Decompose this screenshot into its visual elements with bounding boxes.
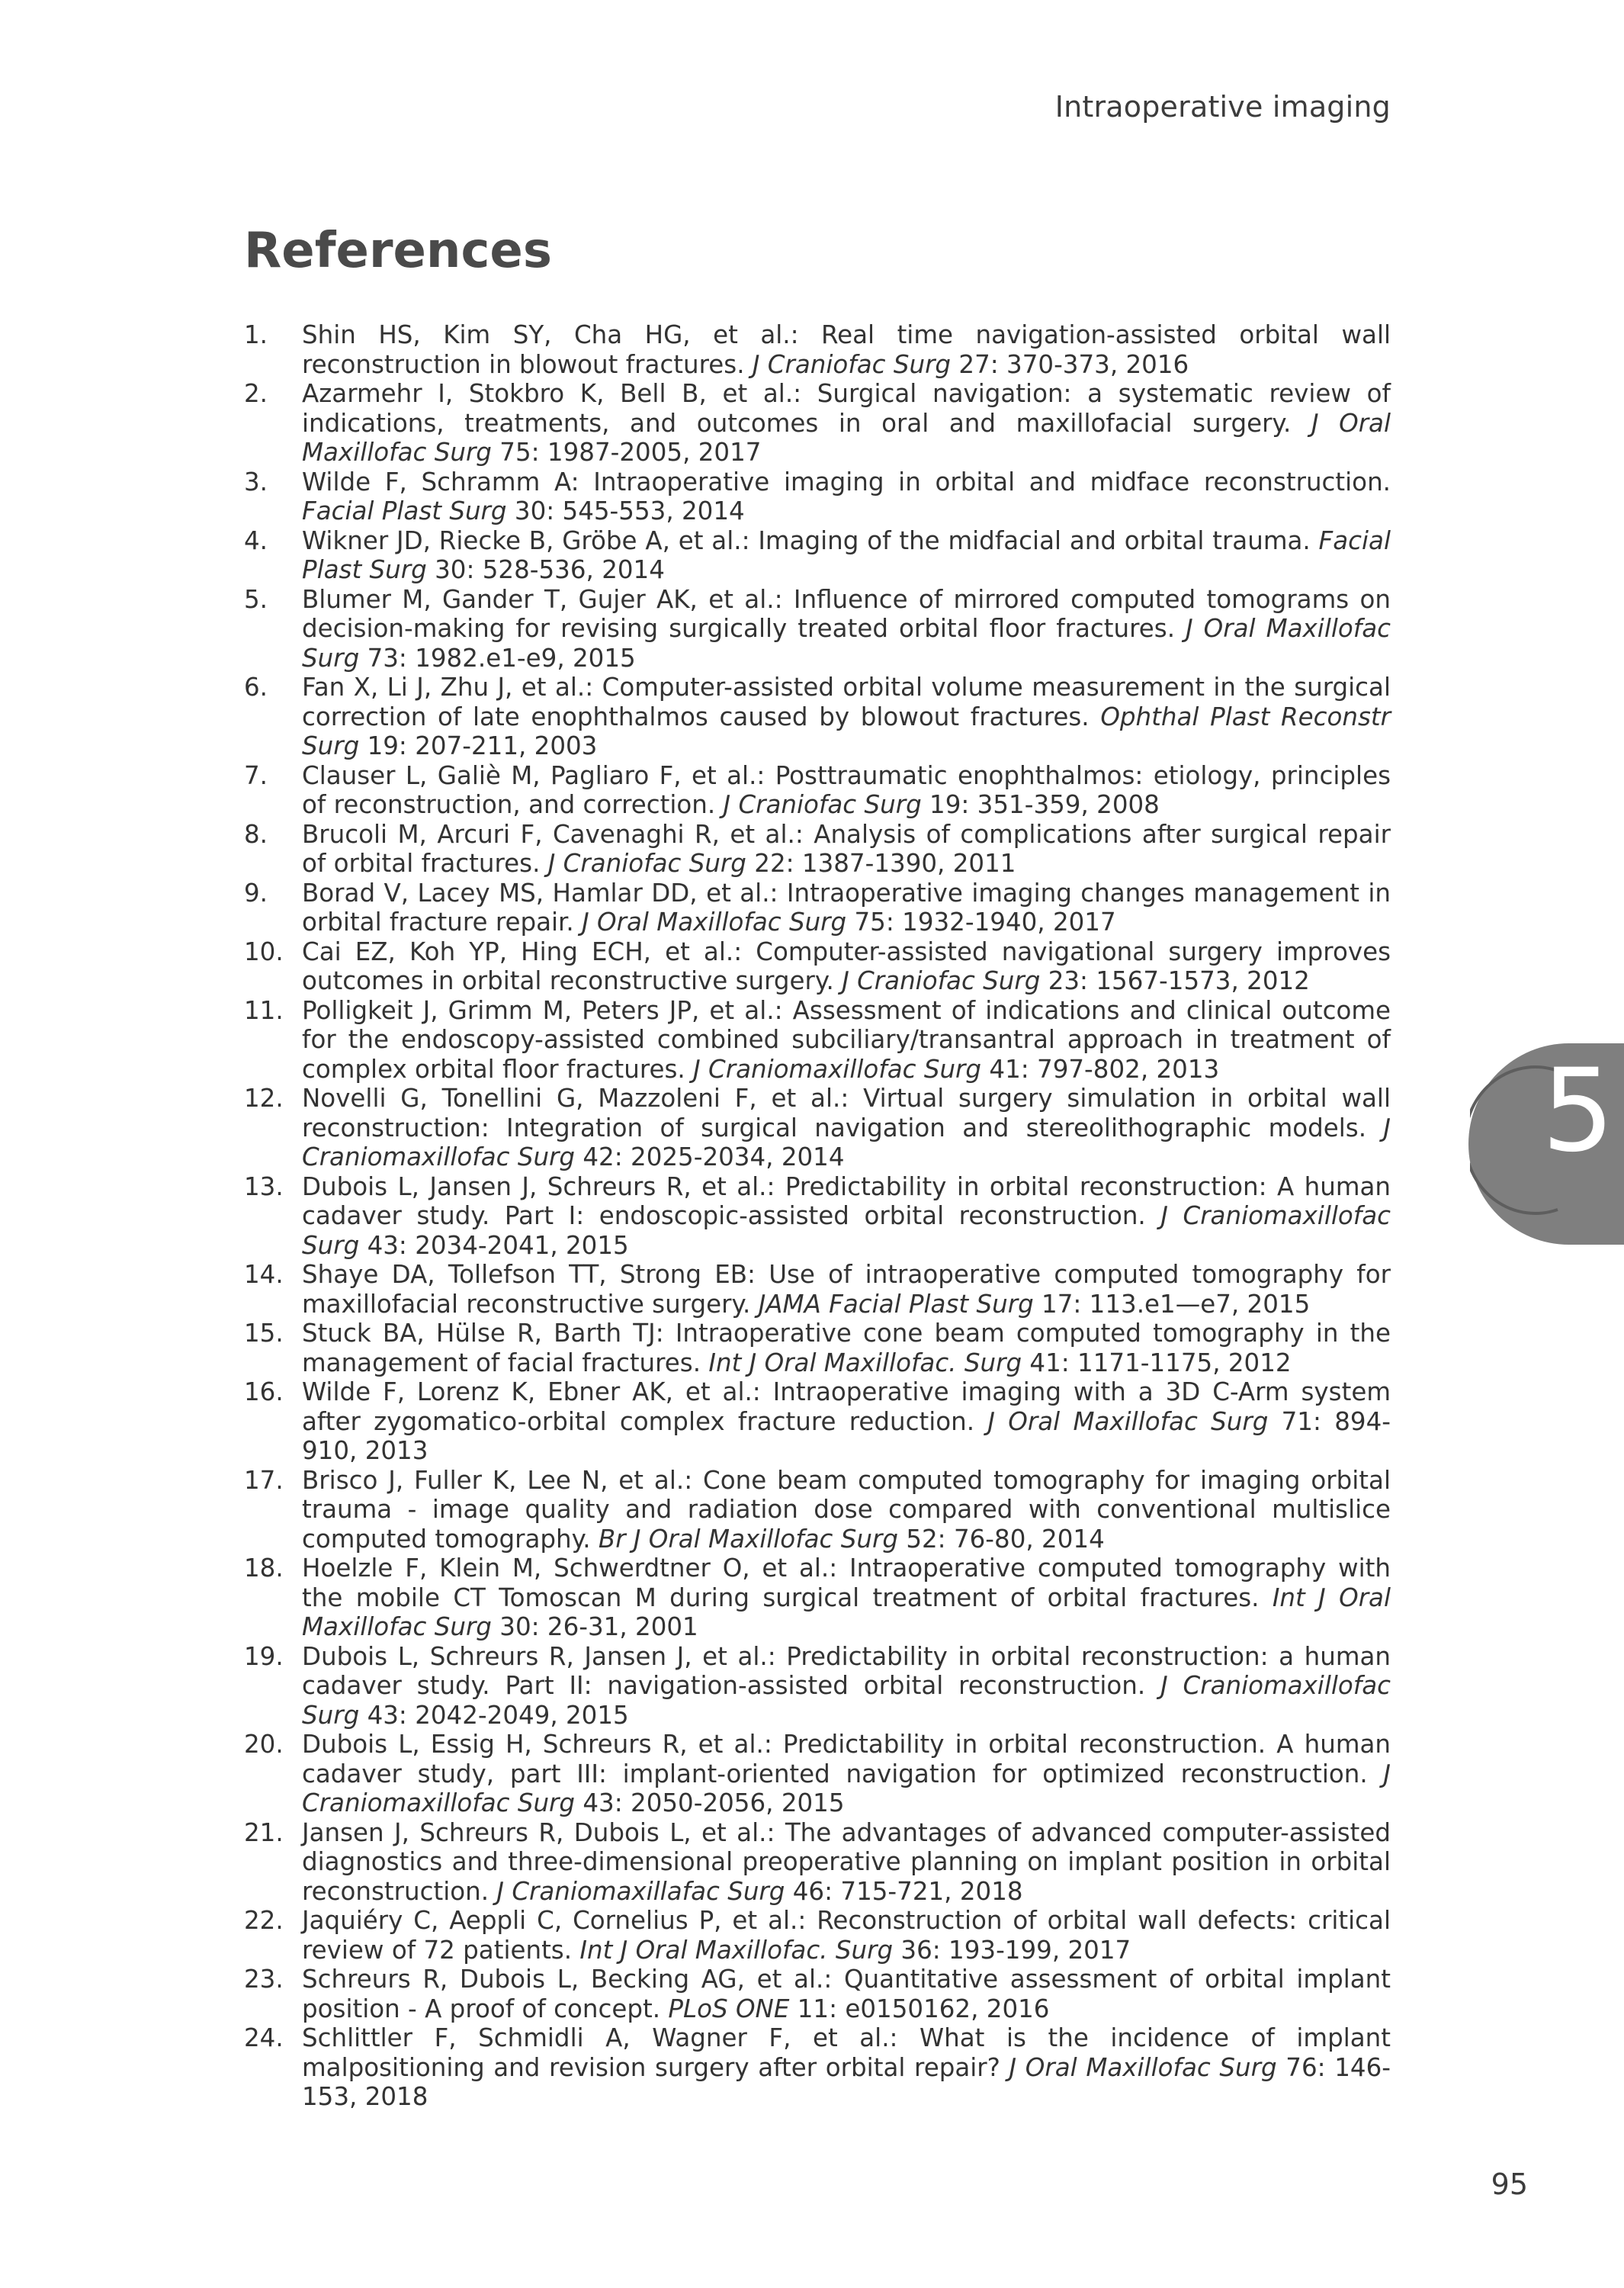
reference-number: 5. [244, 584, 268, 614]
reference-number: 14. [244, 1260, 284, 1289]
reference-authors-title: Dubois L, Essig H, Schreurs R, et al.: Predictability in orbital reconstruction. A human cadaver study, part III: implant-oriented navigation for optimized reconstruction. [302, 1730, 1391, 1788]
reference-item [244, 585, 1391, 673]
reference-citation: 19: 351-359, 2008 [921, 790, 1160, 819]
reference-citation: 76: 146-153, 2018 [302, 2052, 1391, 2111]
reference-journal: Br J Oral Maxillofac Surg [598, 1524, 898, 1554]
reference-number: 13. [244, 1171, 284, 1201]
reference-number: 4. [244, 525, 268, 555]
reference-authors-title: Shaye DA, Tollefson TT, Strong EB: Use of intraoperative computed tomography for maxillofacial reconstructive surgery. [302, 1260, 1391, 1319]
reference-journal: Facial Plast Surg [302, 496, 507, 525]
reference-item [244, 1818, 1391, 1907]
reference-citation: 41: 1171-1175, 2012 [1022, 1348, 1292, 1377]
reference-journal: J Craniofac Surg [547, 849, 746, 878]
reference-authors-title: Clauser L, Galiè M, Pagliaro F, et al.: Posttraumatic enophthalmos: etiology, principles of reconstruction, and correction. [302, 760, 1391, 819]
reference-list [244, 320, 1391, 2112]
reference-number: 18. [244, 1554, 284, 1583]
reference-authors-title: Shin HS, Kim SY, Cha HG, et al.: Real time navigation-assisted orbital wall reconstruction in blowout fractures. [302, 320, 1391, 379]
reference-journal: J Craniomaxillafac Surg [496, 1876, 785, 1906]
reference-authors-title: Stuck BA, Hülse R, Barth TJ: Intraoperative cone beam computed tomography in the management of facial fractures. [302, 1319, 1391, 1377]
reference-authors-title: Blumer M, Gander T, Gujer AK, et al.: Influence of mirrored computed tomograms on decision-making for revising surgically treated orbital floor fractures. [302, 584, 1391, 643]
reference-authors-title: Wilde F, Schramm A: Intraoperative imaging in orbital and midface reconstruction. [302, 467, 1391, 496]
reference-citation: 42: 2025-2034, 2014 [575, 1142, 845, 1171]
reference-authors-title: Dubois L, Schreurs R, Jansen J, et al.: Predictability in orbital reconstruction: a human cadaver study. Part II: navigation-assisted orbital reconstruction. [302, 1641, 1391, 1700]
reference-item [244, 468, 1391, 526]
reference-journal: J Oral Maxillofac Surg [987, 1406, 1269, 1436]
reference-citation: 43: 2042-2049, 2015 [359, 1700, 629, 1730]
reference-journal: PLoS ONE [668, 1994, 790, 2023]
reference-number: 16. [244, 1377, 284, 1406]
reference-item [244, 1554, 1391, 1642]
reference-citation: 17: 113.e1—e7, 2015 [1033, 1289, 1311, 1319]
reference-authors-title: Polligkeit J, Grimm M, Peters JP, et al.: Assessment of indications and clinical outcome for the endoscopy-assisted combined subciliary/transantral approach in treatment of complex orbital floor fractures. [302, 995, 1391, 1084]
reference-item [244, 761, 1391, 820]
section-title: References [244, 223, 552, 279]
reference-citation: 43: 2034-2041, 2015 [359, 1230, 629, 1260]
reference-number: 24. [244, 2023, 284, 2052]
page-number: 95 [1491, 2167, 1528, 2201]
running-header: Intraoperative imaging [1054, 90, 1391, 124]
reference-journal: Facial Plast Surg [302, 525, 1391, 584]
reference-number: 11. [244, 995, 284, 1025]
chapter-number: 5 [1542, 1045, 1615, 1178]
reference-citation: 73: 1982.e1-e9, 2015 [359, 643, 636, 673]
reference-item [244, 1642, 1391, 1730]
reference-authors-title: Novelli G, Tonellini G, Mazzoleni F, et al.: Virtual surgery simulation in orbital wall reconstruction: Integration of surgical navigation and stereolithographic models. [302, 1084, 1391, 1142]
reference-item [244, 1906, 1391, 1965]
reference-item [244, 879, 1391, 937]
reference-number: 3. [244, 467, 268, 496]
reference-number: 2. [244, 379, 268, 408]
reference-citation: 30: 26-31, 2001 [491, 1612, 698, 1641]
reference-citation: 75: 1932-1940, 2017 [846, 908, 1116, 937]
reference-item [244, 1084, 1391, 1172]
reference-journal: Int J Oral Maxillofac. Surg [708, 1348, 1022, 1377]
reference-item [244, 1172, 1391, 1261]
reference-citation: 52: 76-80, 2014 [897, 1524, 1105, 1554]
reference-authors-title: Jansen J, Schreurs R, Dubois L, et al.: The advantages of advanced computer-assisted diagnostics and three-dimensional preoperative planning on implant position in orbital reconstruction. [302, 1817, 1391, 1906]
reference-item [244, 2023, 1391, 2112]
reference-item [244, 996, 1391, 1085]
reference-number: 9. [244, 878, 268, 908]
reference-journal: Int J Oral Maxillofac. Surg [579, 1935, 894, 1965]
reference-authors-title: Schlittler F, Schmidli A, Wagner F, et al.: What is the incidence of implant malpositioning and revision surgery after orbital repair? [302, 2023, 1391, 2082]
reference-journal: Int J Oral Maxillofac Surg [302, 1583, 1391, 1641]
reference-number: 22. [244, 1906, 284, 1935]
reference-citation: 75: 1987-2005, 2017 [491, 438, 762, 467]
reference-citation: 43: 2050-2056, 2015 [575, 1788, 845, 1817]
reference-journal: J Oral Maxillofac Surg [302, 614, 1391, 673]
reference-journal: J Craniofac Surg [723, 790, 922, 819]
reference-authors-title: Brucoli M, Arcuri F, Cavenaghi R, et al.: Analysis of complications after surgical repair of orbital fractures. [302, 819, 1391, 878]
reference-journal: J Craniofac Surg [752, 349, 952, 379]
reference-citation: 30: 545-553, 2014 [506, 496, 745, 525]
reference-citation: 27: 370-373, 2016 [951, 349, 1189, 379]
reference-authors-title: Wikner JD, Riecke B, Gröbe A, et al.: Imaging of the midfacial and orbital trauma. [302, 525, 1319, 555]
reference-item [244, 1260, 1391, 1319]
reference-number: 20. [244, 1730, 284, 1759]
reference-authors-title: Schreurs R, Dubois L, Becking AG, et al.: Quantitative assessment of orbital implant position - A proof of concept. [302, 1965, 1391, 2023]
reference-authors-title: Cai EZ, Koh YP, Hing ECH, et al.: Computer-assisted navigational surgery improves outcomes in orbital reconstructive surgery. [302, 937, 1391, 995]
reference-journal: J Craniomaxillofac Surg [302, 1759, 1391, 1817]
reference-item [244, 1319, 1391, 1377]
reference-number: 7. [244, 760, 268, 790]
reference-item [244, 820, 1391, 879]
reference-journal: J Oral Maxillofac Surg [302, 408, 1391, 467]
reference-authors-title: Borad V, Lacey MS, Hamlar DD, et al.: Intraoperative imaging changes management in orbital fracture repair. [302, 878, 1391, 937]
reference-number: 21. [244, 1817, 284, 1847]
reference-authors-title: Fan X, Li J, Zhu J, et al.: Computer-assisted orbital volume measurement in the surgical correction of late enophthalmos caused by blowout fractures. [302, 673, 1391, 731]
reference-journal: J Oral Maxillofac Surg [582, 908, 847, 937]
reference-number: 1. [244, 320, 268, 349]
reference-item [244, 1466, 1391, 1554]
reference-citation: 23: 1567-1573, 2012 [1040, 966, 1310, 995]
reference-journal: Ophthal Plast Reconstr Surg [302, 702, 1391, 760]
reference-item [244, 526, 1391, 585]
reference-journal: JAMA Facial Plast Surg [758, 1289, 1034, 1319]
reference-citation: 36: 193-199, 2017 [893, 1935, 1131, 1965]
reference-journal: J Craniomaxillofac Surg [302, 1671, 1391, 1730]
reference-authors-title: Hoelzle F, Klein M, Schwerdtner O, et al.: Intraoperative computed tomography with the mobile CT Tomoscan M during surgical treatment of orbital fractures. [302, 1554, 1391, 1612]
reference-number: 23. [244, 1965, 284, 1994]
reference-authors-title: Dubois L, Jansen J, Schreurs R, et al.: Predictability in orbital reconstruction: A human cadaver study. Part I: endoscopic-assisted orbital reconstruction. [302, 1171, 1391, 1230]
reference-journal: J Craniofac Surg [842, 966, 1041, 995]
reference-item [244, 379, 1391, 468]
reference-journal: J Oral Maxillofac Surg [1009, 2052, 1277, 2082]
reference-number: 19. [244, 1641, 284, 1671]
reference-citation: 46: 715-721, 2018 [785, 1876, 1023, 1906]
reference-authors-title: Jaquiéry C, Aeppli C, Cornelius P, et al.: Reconstruction of orbital wall defects: critical review of 72 patients. [302, 1906, 1391, 1965]
reference-citation: 30: 528-536, 2014 [426, 555, 665, 584]
reference-citation: 22: 1387-1390, 2011 [746, 849, 1016, 878]
reference-authors-title: Azarmehr I, Stokbro K, Bell B, et al.: Surgical navigation: a systematic review of indications, treatments, and outcomes in oral and maxillofacial surgery. [302, 379, 1391, 438]
reference-number: 15. [244, 1319, 284, 1348]
reference-number: 10. [244, 937, 284, 966]
reference-number: 6. [244, 673, 268, 702]
reference-number: 17. [244, 1465, 284, 1495]
reference-item [244, 1730, 1391, 1818]
reference-journal: J Craniomaxillofac Surg [302, 1113, 1391, 1171]
reference-number: 12. [244, 1084, 284, 1113]
reference-item [244, 937, 1391, 996]
reference-item [244, 673, 1391, 761]
reference-number: 8. [244, 819, 268, 849]
reference-item [244, 1377, 1391, 1466]
reference-citation: 41: 797-802, 2013 [981, 1054, 1220, 1084]
reference-item [244, 1965, 1391, 2023]
reference-citation: 11: e0150162, 2016 [789, 1994, 1050, 2023]
reference-citation: 19: 207-211, 2003 [359, 731, 598, 760]
reference-journal: J Craniomaxillofac Surg [693, 1054, 982, 1084]
reference-citation: 71: 894-910, 2013 [302, 1406, 1391, 1465]
reference-item [244, 320, 1391, 379]
reference-authors-title: Wilde F, Lorenz K, Ebner AK, et al.: Intraoperative imaging with a 3D C-Arm system after zygomatico-orbital complex fracture reduction. [302, 1377, 1391, 1436]
reference-authors-title: Brisco J, Fuller K, Lee N, et al.: Cone beam computed tomography for imaging orbital trauma - image quality and radiation dose compared with conventional multislice computed tomography. [302, 1465, 1391, 1554]
reference-journal: J Craniomaxillofac Surg [302, 1201, 1391, 1260]
